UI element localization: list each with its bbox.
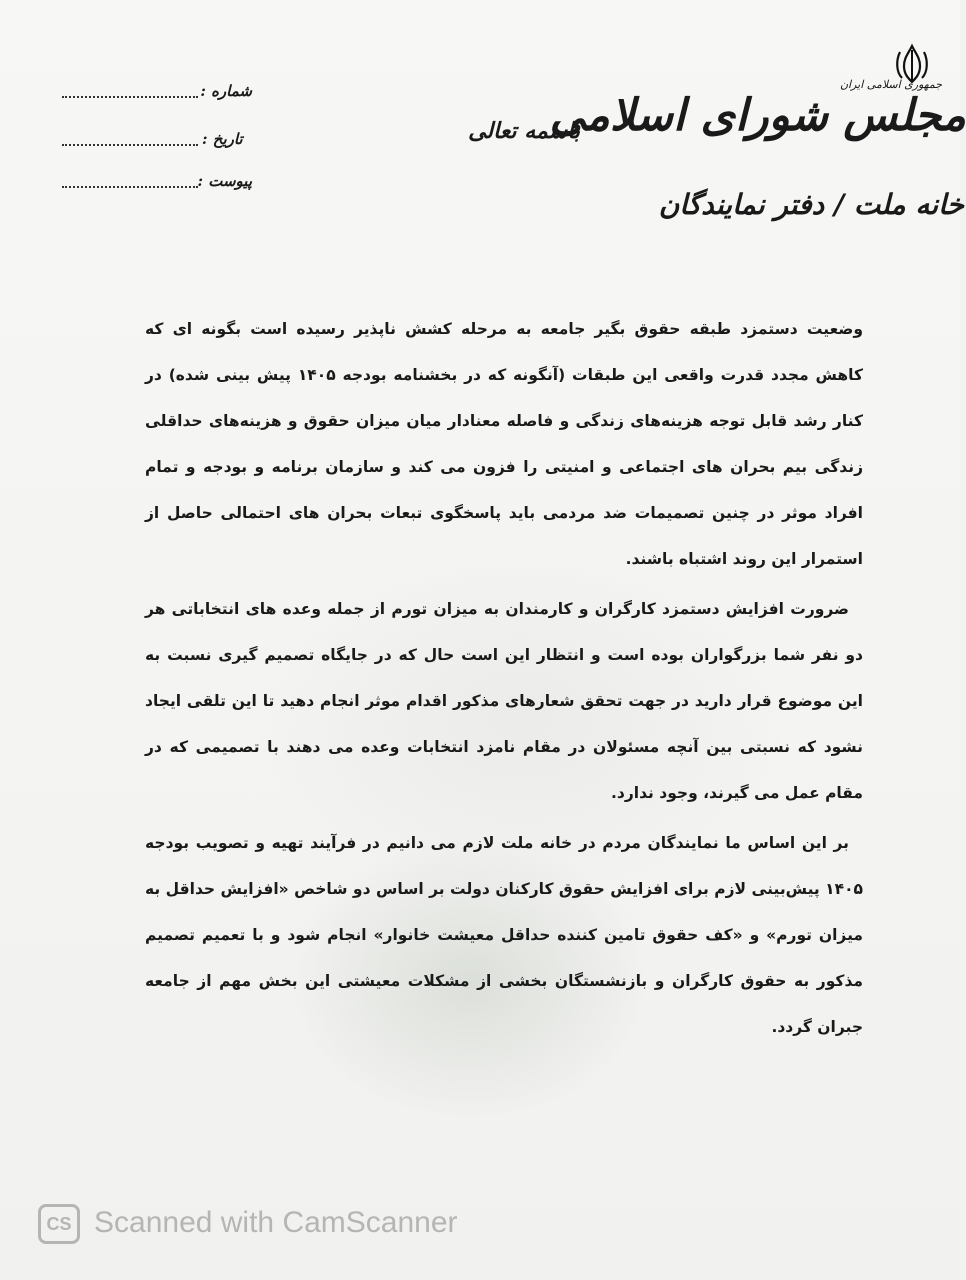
camscanner-logo-icon: CS	[38, 1204, 80, 1244]
meta-number-label: شماره :	[200, 82, 252, 100]
body-paragraph-2: ضرورت افزایش دستمزد کارگران و کارمندان به میزان تورم از جمله وعده های انتخاباتی هر دو نفر شما بزرگواران بوده است و انتظار این است حال که در جایگاه تصمیم گیری نسبت به این موضوع قرار دارید در جهت تحقق شعارهای مذکور اقدام موثر انجام دهید تا این تلقی ایجاد نشود که نسبتی بین آنچه مسئولان در مقام نامزد انتخابات وعده می دهند با تصمیمی که در مقام عمل می گیرند، وجود ندارد.	[145, 600, 863, 802]
letterhead-country: جمهوری اسلامی ایران	[839, 78, 942, 91]
meta-number-field	[62, 82, 252, 106]
letterhead-subtitle: خانه ملت / دفتر نمایندگان	[658, 188, 964, 221]
meta-attachment-field	[62, 172, 252, 196]
invocation: باسمه تعالی	[468, 118, 580, 144]
letterhead-title: مجلس شورای اسلامی	[549, 90, 966, 141]
meta-date-label: تاریخ :	[202, 130, 243, 148]
camscanner-watermark: Scanned with CamScanner	[94, 1206, 458, 1239]
meta-attachment-line	[62, 186, 198, 188]
meta-date-line	[62, 144, 198, 146]
body-paragraph-3: بر این اساس ما نمایندگان مردم در خانه ملت لازم می دانیم در فرآیند تهیه و تصویب بودجه ۱۴۰۵ پیش‌بینی لازم برای افزایش حقوق کارکنان دولت بر اساس دو شاخص «افزایش حداقل به میزان تورم» و «کف حقوق تامین کننده حداقل معیشت خانوار» انجام شود و با تعمیم تصمیم مذکور به حقوق کارگران و بازنشستگان بخشی از مشکلات معیشتی این بخش مهم از جامعه جبران گردد.	[145, 834, 863, 1036]
meta-attachment-label: پیوست :	[197, 172, 252, 190]
body-paragraph-1: وضعیت دستمزد طبقه حقوق بگیر جامعه به مرحله کشش ناپذیر رسیده است بگونه ای که کاهش مجدد قدرت واقعی این طبقات (آنگونه که در بخشنامه بودجه ۱۴۰۵ پیش بینی شده) در کنار رشد قابل توجه هزینه‌های زندگی و فاصله معنادار میان میزان حقوق و هزینه‌های حداقلی زندگی بیم بحران های اجتماعی و امنیتی را فزون می کند و سازمان برنامه و بودجه و تمام افراد موثر در چنین تصمیمات ضد مردمی باید پاسخگوی تبعات بحران های احتمالی حاصل از استمرار این روند اشتباه باشند.	[145, 320, 863, 568]
meta-number-line	[62, 96, 198, 98]
letter-body	[145, 306, 863, 1054]
meta-date-field	[62, 130, 252, 154]
